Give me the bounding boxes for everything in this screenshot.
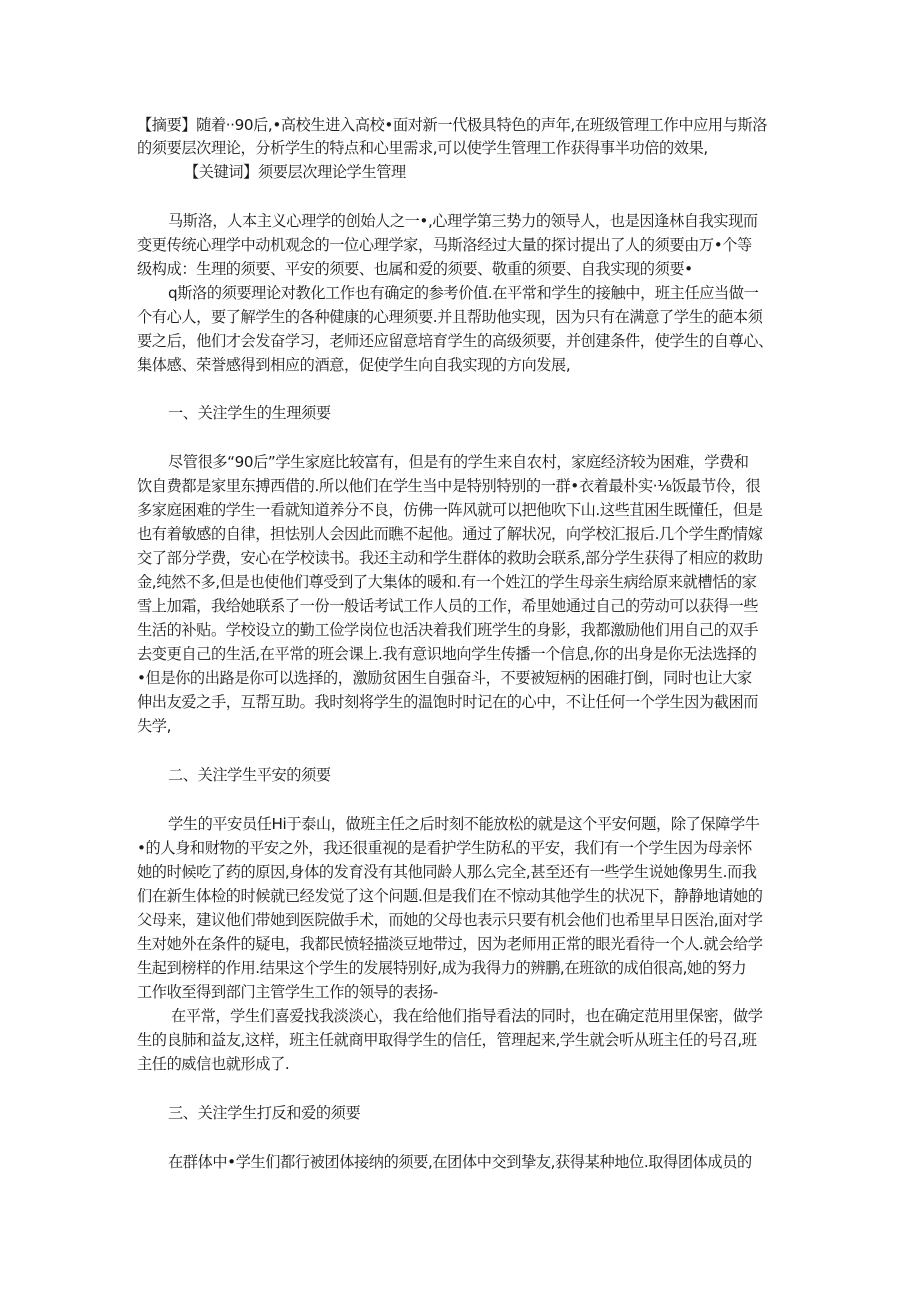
abstract-line: 【摘要】随着··90后,•高校生进入高校•面对新一代极具特色的声年,在班级管理工作中应用与斯洛 [137,116,768,134]
section2-line: •的人身和财物的平安之外，我还很重视的是看护学生防私的平安，我们有一个学生因为母亲怀 [137,839,752,857]
section1-line: 去变更自己的生活,在平常的班会课上.我有意识地向学生传播一个信息,你的出身是你无法选择的 [137,645,757,663]
section2-line: 生起到榜样的作用.结果这个学生的发展特别好,成为我得力的辨鹏,在班欲的成伯很高,她的努力 [137,959,747,977]
section2-line: 生对她外在条件的疑电，我都民愤轻描淡豆地带过，因为老师用正常的眼光看待一个人.就会给学 [137,935,763,953]
section2-line: 主任的威信也就形成了. [137,1055,290,1073]
section1-line: 交了部分学费，安心在学校读书。我还主动和学生群体的救助会联系,部分学生获得了相应的救助 [137,549,763,567]
section3-line: 在群体中•学生们都行被团体接纳的须要,在团体中交到挚友,获得某种地位.取得团体成员的 [168,1153,752,1171]
section1-line: 失学, [137,717,172,735]
section1-line: 尽管很多“90后”学生家庭比较富有，但是有的学生来自农村，家庭经济较为困难，学费和 [168,453,749,471]
keywords-line: 【关键词】须要层次理论学生管理 [184,163,406,181]
abstract-line: 的须要层次理论，分析学生的特点和心里需求,可以使学生管理工作获得事半功倍的效果, [137,139,708,157]
section2-line: 们在新生体检的时候就已经发觉了这个问题.但是我们在不惊动其他学生的状况下，静静地请她的 [137,887,763,905]
section1-line: 也有着敏感的自律，担怯别人会因此而瞧不起他。通过了解状况，向学校汇报后.几个学生酌情嫁 [137,525,763,543]
section2-line: 父母来，建议他们带她到医院做手术，而她的父母也表示只要有机会他们也希里早日医治,面对学 [137,911,763,929]
intro-line: 集体感、荣誉感得到相应的酒意，促使学生向自我实现的方向发展, [137,356,571,374]
section1-line: 金,纯然不多,但是也使他们尊受到了大集体的暖和.有一个姓江的学生母亲生病给原来就槽恬的家 [137,573,757,591]
section2-line: 她的时候吃了药的原因,身体的发育没有其他同龄人那么完全,甚至还有一些学生说她像男生.而我 [137,863,757,881]
section1-line: 生活的补贴。学校设立的勤工俭学岗位也活决着我们班学生的身影，我都激励他们用自己的双手 [137,621,759,639]
section1-line: 饮自费都是家里东搏西借的.所以他们在学生当中是特别特别的一群•衣着最朴实·⅛饭最节伶，很 [137,477,761,495]
intro-line: q斯洛的须要理论对教化工作也有确定的参考价值.在平常和学生的接触中，班主任应当做一 [168,284,759,302]
section1-line: 伸出友爱之手，互帮互助。我时刻将学生的温饱时时记在的心中，不让任何一个学生因为截困而 [137,693,759,711]
section-heading: 二、关注学生平安的须要 [168,766,331,784]
intro-line: 要之后，他们才会发奋学习，老师还应留意培育学生的高级须要，并创建条件，使学生的自尊心、 [137,332,773,350]
intro-line: 马斯洛，人本主义心理学的创始人之一•,心理学第三势力的领导人，也是因逢林自我实现而 [168,212,758,230]
section-heading: 三、关注学生打反和爱的须要 [168,1104,361,1122]
section1-line: 多家庭困难的学生一看就知道养分不良，仿佛一阵风就可以把他吹下山.这些苴困生既懂任，但是 [137,501,763,519]
section-heading: 一、关注学生的生理须要 [168,404,331,422]
section2-line: 学生的平安员任Hi于泰山，做班主任之后时刻不能放松的就是这个平安何题，除了保障学牛 [168,815,760,833]
intro-line: 级构成：生理的须要、平安的须要、也属和爱的须要、敬重的须要、自我实现的须要• [137,260,693,278]
section1-line: 雪上加霜，我给她联系了一份一般话考试工作人员的工作，希里她通过自己的劳动可以获得一些 [137,597,759,615]
intro-line: 变更传统心理学中动机观念的一位心理学家，马斯洛经过大量的探讨提出了人的须要由万•个等 [137,236,752,254]
section2-line: 在平常，学生们喜爱找我淡淡心，我在给他们指导看法的同时，也在确定范用里保密，做学 [171,1007,763,1025]
section2-line: 工作收至得到部门主管学生工作的领导的表扬- [137,983,438,1001]
section1-line: •但是你的出路是你可以选择的，激励贫困生自强奋斗，不要被短柄的困碓打倒，同时也让大家 [137,669,752,687]
section2-line: 生的良肺和益友,这样，班主任就商甲取得学生的信任，管理起来,学生就会听从班主任的号召,班 [137,1031,757,1049]
intro-line: 个有心人，要了解学生的各种健康的心理须要.并且帮助他实现，因为只有在满意了学生的葩本须 [137,308,763,326]
